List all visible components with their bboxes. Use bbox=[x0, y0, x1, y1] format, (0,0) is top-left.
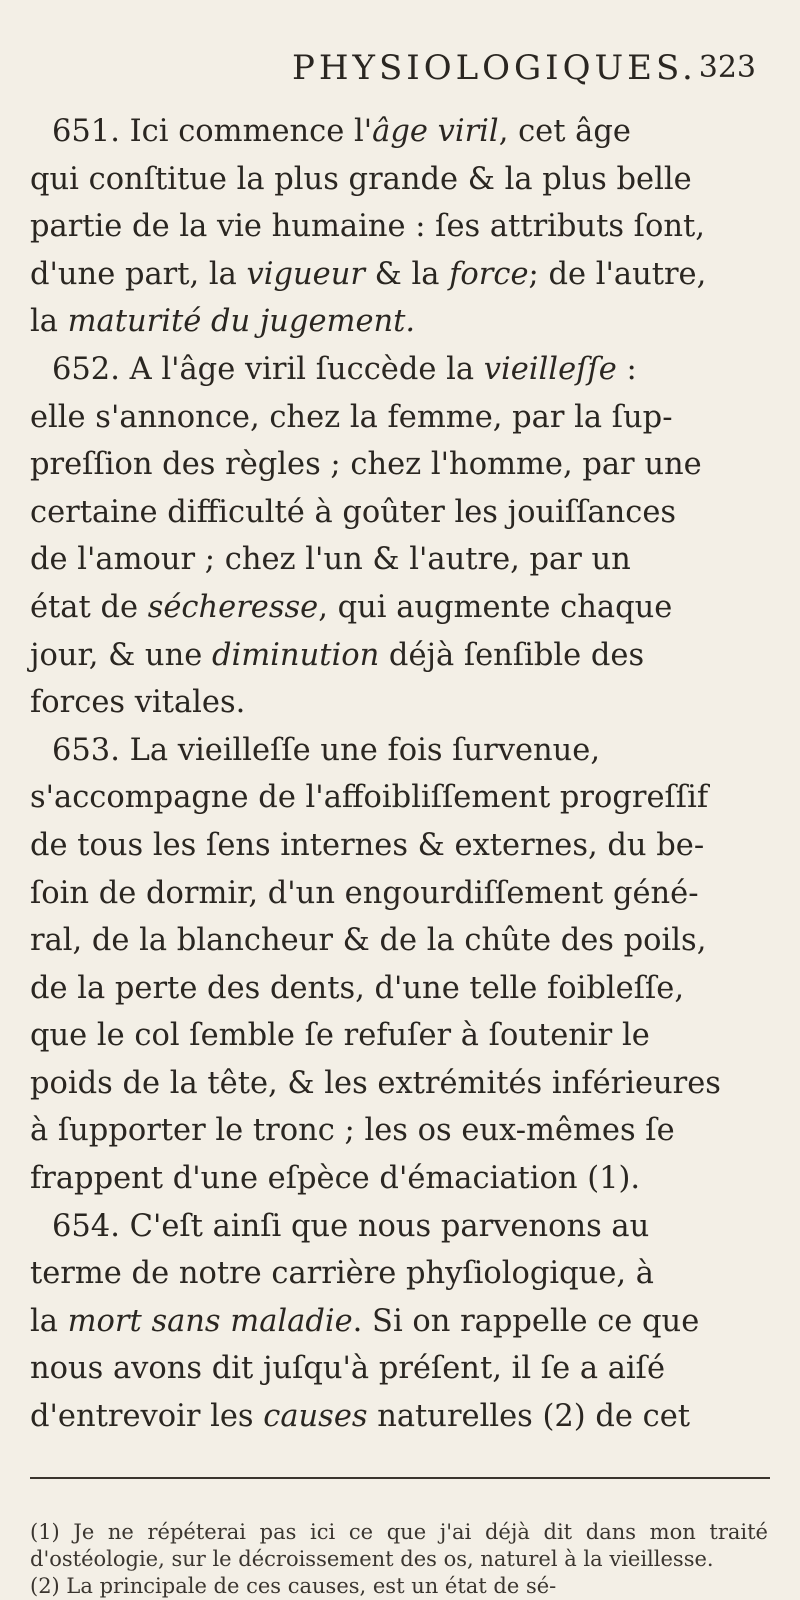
paragraph-number: 653. bbox=[52, 732, 120, 768]
text-line bbox=[30, 1250, 768, 1298]
text-run: ral, de la blancheur & de la chûte des poils, bbox=[30, 923, 707, 959]
italic-run: vieilleſſe bbox=[483, 351, 617, 387]
text-line bbox=[30, 1155, 768, 1203]
text-run: ſoin de dormir, d'un engourdiſſement géné- bbox=[30, 875, 699, 911]
text-run: La vieilleſſe une fois ſurvenue, bbox=[129, 732, 601, 768]
text-run: de l'amour ; chez l'un & l'autre, par un bbox=[30, 542, 631, 578]
paragraph-number: 652. bbox=[52, 351, 120, 387]
italic-run: vigueur bbox=[246, 256, 365, 292]
text-line bbox=[30, 1012, 768, 1060]
text-run: : bbox=[616, 351, 637, 387]
text-line bbox=[30, 870, 768, 918]
text-run: forces vitales. bbox=[30, 685, 246, 721]
text-run: naturelles (2) de cet bbox=[367, 1399, 691, 1435]
text-line bbox=[30, 108, 768, 156]
text-line bbox=[30, 727, 768, 775]
text-run: , cet âge bbox=[498, 114, 631, 149]
text-line bbox=[30, 1203, 768, 1251]
text-run: la bbox=[30, 304, 68, 340]
footnote: (1) Je ne répéterai pas ici ce que j'ai déjà dit dans mon traité d'ostéologie, sur le décroissement des os, naturel à la vieillesse. bbox=[30, 1519, 768, 1571]
text-run: ; de l'autre, bbox=[528, 256, 707, 292]
text-run: poids de la tête, & les extrémités inférieures bbox=[30, 1065, 721, 1101]
text-run: & la bbox=[364, 256, 450, 292]
footnote: (2) La principale de ces causes, est un état de sé- bbox=[30, 1573, 557, 1598]
page-header bbox=[30, 44, 768, 108]
text-run: s'accompagne de l'affoibliſſement progreſſif bbox=[30, 780, 709, 816]
text-line bbox=[30, 679, 768, 727]
italic-run: causes bbox=[263, 1399, 368, 1435]
text-line bbox=[30, 298, 768, 346]
text-run: certaine difficulté à goûter les jouiſſances bbox=[30, 494, 677, 530]
text-run: elle s'annonce, chez la femme, par la ſup- bbox=[30, 399, 673, 435]
text-line bbox=[30, 489, 768, 537]
text-run: Ici commence l' bbox=[129, 114, 373, 149]
text-run: , qui augmente chaque bbox=[318, 589, 673, 625]
page-number: 323 bbox=[698, 50, 756, 85]
text-line bbox=[30, 632, 768, 680]
paragraph-number: 651. bbox=[52, 114, 120, 149]
text-line bbox=[30, 1345, 768, 1393]
text-run: . Si on rappelle ce que bbox=[352, 1303, 700, 1339]
italic-run: diminution bbox=[211, 637, 380, 673]
text-line bbox=[30, 822, 768, 870]
text-line bbox=[30, 203, 768, 251]
text-line bbox=[30, 536, 768, 584]
text-run: de tous les ſens internes & externes, du be- bbox=[30, 827, 705, 863]
text-line bbox=[30, 1298, 768, 1346]
text-run: état de bbox=[30, 589, 148, 625]
text-run: à ſupporter le tronc ; les os eux-mêmes ſe bbox=[30, 1113, 675, 1149]
text-run: C'eſt ainſi que nous parvenons au bbox=[129, 1208, 650, 1244]
text-line bbox=[30, 584, 768, 632]
main-text bbox=[30, 108, 768, 1441]
text-run: d'une part, la bbox=[30, 256, 247, 292]
text-run: terme de notre carrière phyſiologique, à bbox=[30, 1256, 654, 1292]
text-run: que le col ſemble ſe refuſer à ſoutenir le bbox=[30, 1018, 650, 1054]
paragraph-number: 654. bbox=[52, 1208, 120, 1244]
italic-run: force bbox=[449, 256, 529, 292]
footnotes bbox=[30, 1519, 768, 1600]
running-head: PHYSIOLOGIQUES. bbox=[292, 48, 697, 88]
text-line bbox=[30, 251, 768, 299]
text-line bbox=[30, 1107, 768, 1155]
italic-run: mort sans maladie bbox=[67, 1303, 353, 1339]
text-line bbox=[30, 441, 768, 489]
text-line bbox=[30, 346, 768, 394]
text-run: frappent d'une eſpèce d'émaciation (1). bbox=[30, 1161, 641, 1197]
text-run: A l'âge viril ſuccède la bbox=[129, 351, 484, 387]
text-line bbox=[30, 774, 768, 822]
text-run: partie de la vie humaine : ſes attributs ſont, bbox=[30, 209, 705, 245]
text-run: d'entrevoir les bbox=[30, 1399, 264, 1435]
text-run: nous avons dit juſqu'à préſent, il ſe a aiſé bbox=[30, 1351, 665, 1387]
text-run: de la perte des dents, d'une telle foibleſſe, bbox=[30, 970, 685, 1006]
text-run: qui conſtitue la plus grande & la plus belle bbox=[30, 161, 692, 197]
italic-run: âge viril bbox=[372, 114, 499, 149]
text-line bbox=[30, 1393, 768, 1441]
text-line bbox=[30, 965, 768, 1013]
text-line bbox=[30, 156, 768, 204]
footnote-rule bbox=[30, 1477, 770, 1479]
text-run: preſſion des règles ; chez l'homme, par une bbox=[30, 447, 702, 483]
text-run: la bbox=[30, 1303, 68, 1339]
italic-run: sécheresse bbox=[147, 589, 319, 625]
text-line bbox=[30, 1060, 768, 1108]
italic-run: maturité du jugement. bbox=[67, 304, 416, 340]
text-line bbox=[30, 917, 768, 965]
text-run: déjà ſenſible des bbox=[379, 637, 645, 673]
text-line bbox=[30, 394, 768, 442]
text-run: jour, & une bbox=[30, 637, 212, 673]
